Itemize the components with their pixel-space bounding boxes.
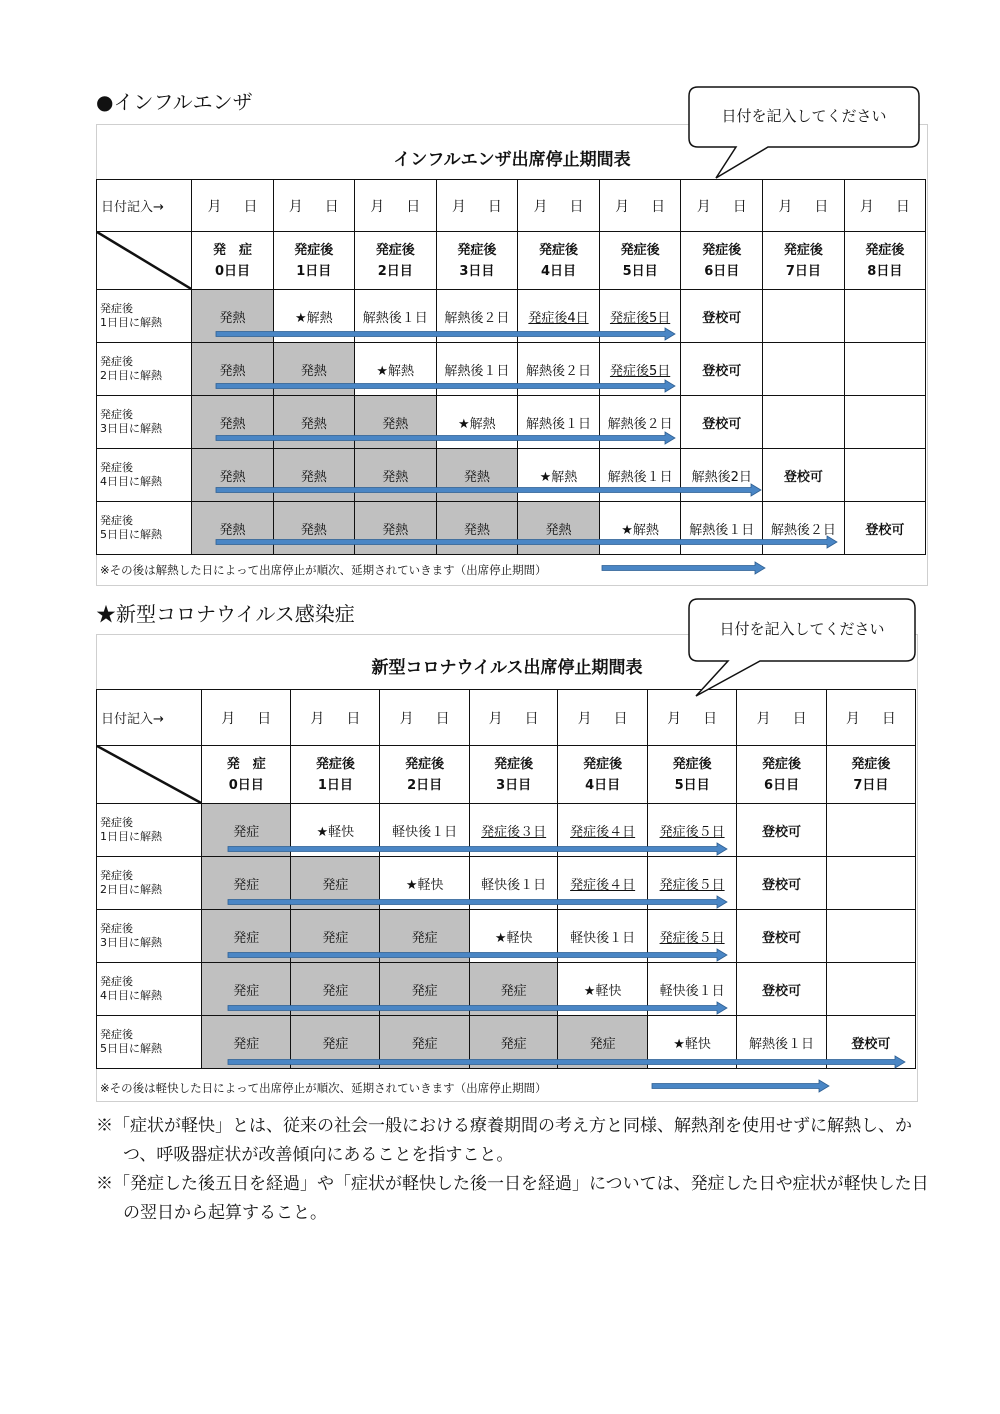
day-label: 日 xyxy=(406,198,421,215)
row-label-line2: 5日目に解熱 xyxy=(100,1042,162,1055)
day-header-line2: 1日目 xyxy=(317,777,353,793)
row-label-line2: 2日目に解熱 xyxy=(100,369,162,382)
month-label: 月 xyxy=(845,710,860,727)
date-entry-cell[interactable] xyxy=(273,180,354,232)
day-header-line2: 7日目 xyxy=(785,263,821,279)
day-header-line1: 発症後 xyxy=(762,756,802,772)
day-header xyxy=(681,232,763,290)
influenza-section-title: ●インフルエンザ xyxy=(96,90,253,114)
month-label: 月 xyxy=(667,710,682,727)
return-ok-cell xyxy=(737,963,826,1016)
date-entry-cell[interactable] xyxy=(354,180,436,232)
day-header xyxy=(291,746,380,804)
month-label: 月 xyxy=(399,710,414,727)
influenza-table xyxy=(96,179,926,555)
row-label-line1: 発症後 xyxy=(100,408,133,421)
day-header-line2: 5日目 xyxy=(674,777,710,793)
cell-text: 発症後４日 xyxy=(570,824,636,840)
influenza-callout-text: 日付を記入してください xyxy=(721,107,887,125)
cell-text: 発症 xyxy=(233,877,260,893)
date-entry-cell[interactable] xyxy=(202,690,291,746)
covid-callout xyxy=(688,598,916,700)
day-header-line1: 発症後 xyxy=(294,242,334,258)
cell-text: 登校可 xyxy=(762,877,802,893)
cell-text: 発熱 xyxy=(219,310,246,326)
day-header-line1: 発症後 xyxy=(851,756,891,772)
empty-cell xyxy=(844,343,925,396)
callout-shape-icon xyxy=(688,598,916,700)
cell-text: 発熱 xyxy=(219,522,246,538)
row-label xyxy=(97,502,192,555)
return-ok-cell xyxy=(844,502,925,555)
day-header-line1: 発症後 xyxy=(783,242,823,258)
day-header-line2: 0日目 xyxy=(214,263,250,279)
day-header-line2: 4日目 xyxy=(540,263,576,279)
empty-cell xyxy=(826,963,915,1016)
day-header-line1: 発症後 xyxy=(457,242,497,258)
influenza-sheet xyxy=(96,124,928,586)
day-header xyxy=(844,232,925,290)
day-header-line1: 発症後 xyxy=(583,756,623,772)
influenza-footer-note: ※その後は解熱した日によって出席停止が順次、延期されていきます（出席停止期間） xyxy=(100,563,547,577)
cell-text: 発症 xyxy=(322,877,349,893)
date-row-label: 日付記入→ xyxy=(97,180,192,232)
date-entry-cell[interactable] xyxy=(291,690,380,746)
row-label-line2: 3日目に解熱 xyxy=(100,936,162,949)
cell-text: 登校可 xyxy=(702,310,742,326)
note-arrow-icon xyxy=(601,561,767,575)
empty-cell xyxy=(826,857,915,910)
cell-text: 発症後５日 xyxy=(659,824,725,840)
return-ok-cell xyxy=(681,290,763,343)
day-header-line2: 1日目 xyxy=(296,263,332,279)
covid-footer-note: ※その後は軽快した日によって出席停止が順次、延期されていきます（出席停止期間） xyxy=(100,1081,547,1095)
cell-text: 発熱 xyxy=(463,522,490,538)
month-label: 月 xyxy=(221,710,236,727)
month-label: 月 xyxy=(533,198,548,215)
day-header-line2: 8日目 xyxy=(867,263,903,279)
cell-text: 発症 xyxy=(411,930,438,946)
date-entry-cell[interactable] xyxy=(763,180,845,232)
day-header-line2: 4日目 xyxy=(585,777,621,793)
influenza-callout xyxy=(688,86,920,182)
day-header-line2: 0日目 xyxy=(228,777,264,793)
callout-shape-icon xyxy=(688,86,920,182)
cell-text: ★軽快 xyxy=(673,1036,711,1052)
day-header xyxy=(354,232,436,290)
cell-text: 発症後4日 xyxy=(528,310,589,326)
day-header-line2: 2日目 xyxy=(377,263,413,279)
day-header xyxy=(469,746,557,804)
day-header-line1: 発 症 xyxy=(226,756,266,772)
cell-text: 解熱後２日 xyxy=(444,310,510,326)
day-header-line1: 発症後 xyxy=(375,242,415,258)
month-label: 月 xyxy=(615,198,630,215)
empty-cell xyxy=(844,396,925,449)
month-label: 月 xyxy=(207,198,222,215)
row-label xyxy=(97,857,202,910)
covid-callout-text: 日付を記入してください xyxy=(719,620,885,638)
cell-text: 登校可 xyxy=(702,416,742,432)
day-header xyxy=(518,232,600,290)
cell-text: 発症 xyxy=(411,1036,438,1052)
empty-cell xyxy=(844,449,925,502)
day-header-line2: 6日目 xyxy=(764,777,800,793)
cell-text: 発症 xyxy=(500,1036,527,1052)
cell-text: 登校可 xyxy=(762,824,802,840)
row-label-line2: 4日目に解熱 xyxy=(100,475,162,488)
return-ok-cell xyxy=(681,396,763,449)
day-label: 日 xyxy=(569,198,584,215)
empty-cell xyxy=(763,343,845,396)
duration-arrow-icon xyxy=(227,948,729,962)
cell-text: 発熱 xyxy=(219,363,246,379)
month-label: 月 xyxy=(310,710,325,727)
day-header-line2: 5日目 xyxy=(622,263,658,279)
day-label: 日 xyxy=(524,710,539,727)
return-ok-cell xyxy=(681,343,763,396)
row-label-line2: 1日目に解熱 xyxy=(100,830,162,843)
date-entry-cell[interactable] xyxy=(518,180,600,232)
month-label: 月 xyxy=(778,198,793,215)
cell-text: 発症 xyxy=(233,824,260,840)
month-label: 月 xyxy=(288,198,303,215)
cell-text: 発熱 xyxy=(463,469,490,485)
day-header xyxy=(647,746,736,804)
day-header xyxy=(273,232,354,290)
duration-arrow-icon xyxy=(227,1055,907,1069)
day-header-line1: 発症後 xyxy=(315,756,355,772)
day-label: 日 xyxy=(324,198,339,215)
day-header xyxy=(737,746,826,804)
cell-text: 解熱後２日 xyxy=(525,363,591,379)
cell-text: 軽快後１日 xyxy=(481,877,547,893)
duration-arrow-icon xyxy=(227,895,729,909)
footnote-2: ※「発症した後五日を経過」や「症状が軽快した後一日を経過」については、発症した日や症状が軽快した日の翌日から起算すること。 xyxy=(96,1174,929,1223)
return-ok-cell xyxy=(737,910,826,963)
influenza-table-title: インフルエンザ出席停止期間表 xyxy=(393,150,631,170)
day-label: 日 xyxy=(651,198,666,215)
row-label-line2: 4日目に解熱 xyxy=(100,989,162,1002)
day-header-line1: 発症後 xyxy=(865,242,905,258)
day-header xyxy=(558,746,647,804)
date-row-label: 日付記入→ xyxy=(97,690,202,746)
row-label-line1: 発症後 xyxy=(100,1028,133,1041)
row-label xyxy=(97,290,192,343)
cell-text: 登校可 xyxy=(851,1036,891,1052)
cell-text: 発熱 xyxy=(382,416,409,432)
month-label: 月 xyxy=(370,198,385,215)
day-header-line1: 発症後 xyxy=(702,242,742,258)
row-label-line1: 発症後 xyxy=(100,975,133,988)
day-header-line1: 発症後 xyxy=(405,756,445,772)
empty-cell xyxy=(826,804,915,857)
day-header xyxy=(380,746,469,804)
day-label: 日 xyxy=(346,710,361,727)
cell-text: 発熱 xyxy=(545,522,572,538)
cell-text: 発症後５日 xyxy=(659,877,725,893)
footnotes xyxy=(96,1112,936,1228)
note-arrow-icon xyxy=(651,1079,831,1093)
duration-arrow-icon xyxy=(215,379,677,393)
cell-text: 発症 xyxy=(411,983,438,999)
cell-text: 発症後5日 xyxy=(609,363,671,379)
month-label: 月 xyxy=(696,198,711,215)
date-entry-cell[interactable] xyxy=(599,180,681,232)
cell-text: 発症 xyxy=(322,1036,349,1052)
cell-text: 発症 xyxy=(322,930,349,946)
day-header-line1: 発症後 xyxy=(538,242,578,258)
covid-sheet xyxy=(96,634,918,1102)
day-header-line2: 3日目 xyxy=(459,263,495,279)
day-label: 日 xyxy=(814,198,829,215)
row-label xyxy=(97,804,202,857)
duration-arrow-icon xyxy=(215,535,839,549)
day-label: 日 xyxy=(792,710,807,727)
day-label: 日 xyxy=(703,710,718,727)
cell-text: ★解熱 xyxy=(458,416,496,432)
day-header xyxy=(202,746,291,804)
cell-text: 発熱 xyxy=(219,416,246,432)
cell-text: 登校可 xyxy=(762,930,802,946)
row-label xyxy=(97,343,192,396)
day-header-line2: 7日目 xyxy=(853,777,889,793)
cell-text: 解熱後１日 xyxy=(444,363,510,379)
row-label-line1: 発症後 xyxy=(100,869,133,882)
cell-text: 登校可 xyxy=(762,983,802,999)
row-label xyxy=(97,963,202,1016)
row-label-line1: 発症後 xyxy=(100,922,133,935)
row-label-line1: 発症後 xyxy=(100,355,133,368)
day-header xyxy=(826,746,915,804)
day-label: 日 xyxy=(435,710,450,727)
month-label: 月 xyxy=(488,710,503,727)
row-label xyxy=(97,396,192,449)
cell-text: 登校可 xyxy=(702,363,742,379)
cell-text: 発熱 xyxy=(219,469,246,485)
cell-text: 解熱後１日 xyxy=(607,469,673,485)
row-label-line1: 発症後 xyxy=(100,302,133,315)
row-label xyxy=(97,910,202,963)
duration-arrow-icon xyxy=(215,431,677,445)
empty-cell xyxy=(763,290,845,343)
date-entry-cell[interactable] xyxy=(192,180,273,232)
return-ok-cell xyxy=(737,804,826,857)
duration-arrow-icon xyxy=(215,327,677,341)
day-header-line1: 発症後 xyxy=(672,756,712,772)
day-label: 日 xyxy=(487,198,502,215)
duration-arrow-icon xyxy=(215,483,763,497)
row-label xyxy=(97,449,192,502)
return-ok-cell xyxy=(763,449,845,502)
cell-text: ★解熱 xyxy=(376,363,415,379)
day-header-line2: 6日目 xyxy=(704,263,740,279)
cell-text: 発症 xyxy=(233,983,260,999)
date-entry-cell[interactable] xyxy=(436,180,518,232)
empty-cell xyxy=(844,290,925,343)
cell-text: 解熱後１日 xyxy=(689,522,755,538)
day-label: 日 xyxy=(243,198,258,215)
diagonal-header-cell xyxy=(97,746,202,804)
row-label-line1: 発症後 xyxy=(100,514,133,527)
cell-text: 発熱 xyxy=(300,469,327,485)
day-label: 日 xyxy=(881,710,896,727)
row-label-line2: 1日目に解熱 xyxy=(100,316,162,329)
date-entry-cell[interactable] xyxy=(681,180,763,232)
day-label: 日 xyxy=(257,710,272,727)
cell-text: 解熱後２日 xyxy=(770,522,836,538)
row-label-line1: 発症後 xyxy=(100,461,133,474)
cell-text: 解熱後２日 xyxy=(607,416,673,432)
cell-text: 解熱後１日 xyxy=(525,416,591,432)
cell-text: 発症 xyxy=(500,983,527,999)
cell-text: ★解熱 xyxy=(539,469,578,485)
cell-text: ★軽快 xyxy=(583,983,622,999)
cell-text: 解熱後2日 xyxy=(691,469,752,485)
row-label-line2: 2日目に解熱 xyxy=(100,883,162,896)
cell-text: 発熱 xyxy=(382,522,409,538)
row-label-line2: 5日目に解熱 xyxy=(100,528,162,541)
diagonal-header-cell xyxy=(97,232,192,290)
date-entry-cell[interactable] xyxy=(558,690,647,746)
cell-text: ★解熱 xyxy=(621,522,659,538)
cell-text: ★解熱 xyxy=(294,310,333,326)
empty-cell xyxy=(826,910,915,963)
day-header-line1: 発症後 xyxy=(494,756,534,772)
cell-text: 発熱 xyxy=(382,469,409,485)
cell-text: 発症 xyxy=(233,1036,260,1052)
month-label: 月 xyxy=(859,198,874,215)
return-ok-cell xyxy=(737,857,826,910)
cell-text: 発熱 xyxy=(300,522,327,538)
cell-text: 軽快後１日 xyxy=(659,983,725,999)
cell-text: 発症後5日 xyxy=(609,310,671,326)
row-label-line1: 発症後 xyxy=(100,816,133,829)
cell-text: 軽快後１日 xyxy=(392,824,458,840)
empty-cell xyxy=(763,396,845,449)
cell-text: 解熱後１日 xyxy=(362,310,428,326)
covid-table-title: 新型コロナウイルス出席停止期間表 xyxy=(371,658,643,678)
day-header-line2: 2日目 xyxy=(407,777,443,793)
day-header-line1: 発症後 xyxy=(620,242,660,258)
day-header xyxy=(763,232,845,290)
diagonal-line-icon xyxy=(97,232,192,290)
cell-text: 発症後３日 xyxy=(481,824,547,840)
row-label xyxy=(97,1016,202,1069)
cell-text: 軽快後１日 xyxy=(570,930,636,946)
cell-text: 発症 xyxy=(589,1036,616,1052)
cell-text: ★軽快 xyxy=(316,824,355,840)
footnote-1: ※「症状が軽快」とは、従来の社会一般における療養期間の考え方と同様、解熱剤を使用せずに解熱し、かつ、呼吸器症状が改善傾向にあることを指すこと。 xyxy=(96,1116,912,1165)
day-header xyxy=(436,232,518,290)
cell-text: 登校可 xyxy=(865,522,905,538)
cell-text: 発熱 xyxy=(300,363,327,379)
date-entry-cell[interactable] xyxy=(469,690,557,746)
diagonal-line-icon xyxy=(97,746,202,804)
day-label: 日 xyxy=(613,710,628,727)
day-header xyxy=(599,232,681,290)
cell-text: ★軽快 xyxy=(494,930,533,946)
day-header-line2: 3日目 xyxy=(496,777,532,793)
day-label: 日 xyxy=(732,198,747,215)
day-header xyxy=(192,232,273,290)
cell-text: 発症 xyxy=(322,983,349,999)
day-label: 日 xyxy=(895,198,910,215)
date-entry-cell[interactable] xyxy=(844,180,925,232)
cell-text: 発症後４日 xyxy=(570,877,636,893)
cell-text: 発熱 xyxy=(300,416,327,432)
row-label-line2: 3日目に解熱 xyxy=(100,422,162,435)
month-label: 月 xyxy=(577,710,592,727)
month-label: 月 xyxy=(756,710,771,727)
cell-text: 発症 xyxy=(233,930,260,946)
date-entry-cell[interactable] xyxy=(380,690,469,746)
duration-arrow-icon xyxy=(227,1001,729,1015)
day-header-line1: 発 症 xyxy=(212,242,252,258)
cell-text: 発症後５日 xyxy=(659,930,725,946)
month-label: 月 xyxy=(451,198,466,215)
cell-text: 登校可 xyxy=(783,469,823,485)
cell-text: ★軽快 xyxy=(405,877,444,893)
cell-text: 解熱後１日 xyxy=(749,1036,815,1052)
covid-section-title: ★新型コロナウイルス感染症 xyxy=(96,602,355,626)
duration-arrow-icon xyxy=(227,842,729,856)
